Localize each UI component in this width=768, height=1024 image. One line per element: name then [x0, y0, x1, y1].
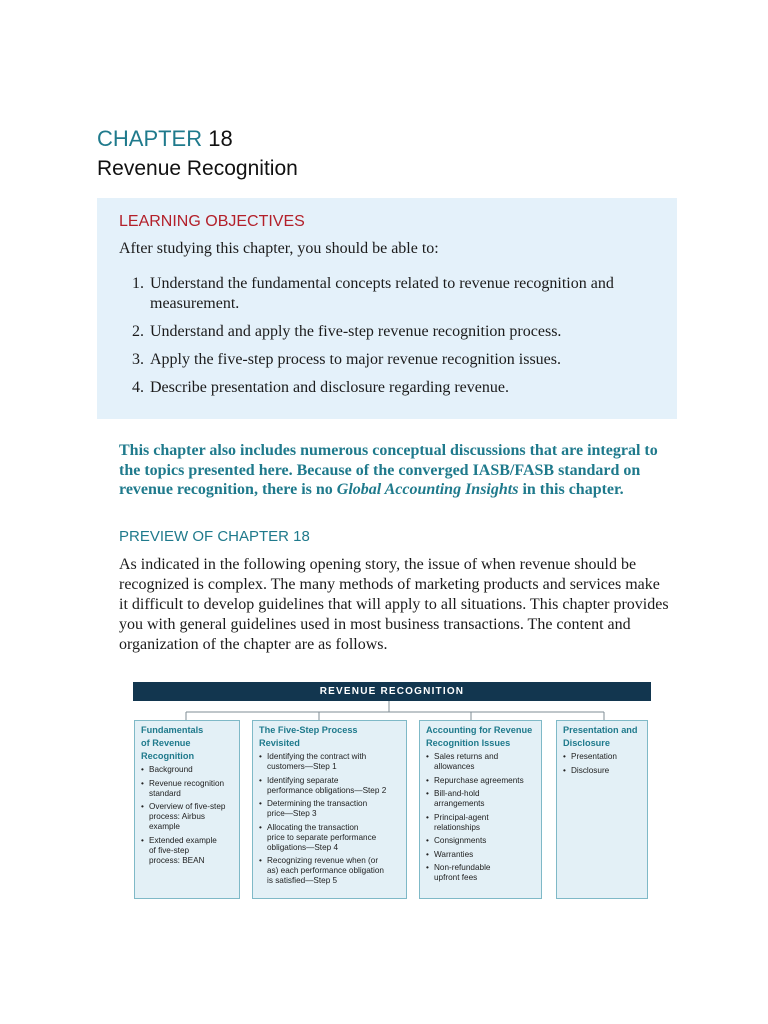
- column-item-list: [426, 752, 537, 883]
- column-title: The Five-Step Process Revisited: [259, 725, 358, 748]
- chapter-label-line: [97, 124, 298, 154]
- column-item: • Consignments: [426, 836, 537, 846]
- chapter-number: 18: [208, 126, 233, 151]
- column-item-list: [141, 765, 235, 866]
- column-item: • Identifying separate performance obligations—Step 2: [259, 776, 402, 796]
- column-item: • Identifying the contract with customers—Step 1: [259, 752, 402, 772]
- diagram-banner: REVENUE RECOGNITION: [133, 682, 651, 701]
- column-item: • Background: [141, 765, 235, 775]
- chapter-organization-diagram: [133, 682, 651, 902]
- column-item: • Overview of five-step process: Airbus example: [141, 802, 235, 832]
- objective-number: 2.: [132, 323, 144, 340]
- learning-objective-item: [119, 350, 655, 370]
- chapter-label: CHAPTER: [97, 126, 203, 151]
- column-item: • Disclosure: [563, 766, 643, 776]
- diagram-connector-lines: [133, 701, 651, 721]
- column-item: • Allocating the transaction price to separate performance obligations—Step 4: [259, 823, 402, 853]
- column-item: • Bill-and-hold arrangements: [426, 789, 537, 809]
- column-item: • Extended example of five-step process: BEAN: [141, 836, 235, 866]
- learning-objective-item: [119, 322, 655, 342]
- column-title: Fundamentals of Revenue Recognition: [141, 725, 204, 761]
- column-item: • Sales returns and allowances: [426, 752, 537, 772]
- learning-objectives-box: [97, 198, 677, 419]
- preview-body: As indicated in the following opening story, the issue of when revenue should be recognized is complex. The many methods of marketing products and services make it difficult to develop guidelines that will apply to all situations. This chapter provides you with general guidelines used in most business transactions. The content and organization of the chapter are as follows.: [119, 556, 669, 653]
- preview-heading: PREVIEW OF CHAPTER 18: [119, 528, 310, 545]
- diagram-column-fundamentals: [134, 720, 240, 899]
- diagram-column-accounting-issues: [419, 720, 542, 899]
- diagram-column-presentation: [556, 720, 648, 899]
- note-italic-title: Global Accounting Insights: [336, 481, 519, 498]
- chapter-title: Revenue Recognition: [97, 157, 298, 180]
- objective-text: Understand and apply the five-step revenue recognition process.: [150, 323, 562, 340]
- objective-number: 1.: [132, 275, 144, 292]
- learning-objectives-heading: LEARNING OBJECTIVES: [119, 213, 305, 230]
- column-title: Accounting for Revenue Recognition Issues: [426, 725, 533, 748]
- learning-objectives-list: [119, 274, 655, 398]
- note-text-before: This chapter also includes numerous conceptual discussions that are integral to the topics presented here. Because of the converged IASB/FASB standard on revenue recognition, there is no: [119, 442, 658, 498]
- objective-text: Understand the fundamental concepts related to revenue recognition and measurement.: [150, 275, 614, 312]
- column-item-list: [563, 752, 643, 776]
- column-item: • Recognizing revenue when (or as) each performance obligation is satisfied—Step 5: [259, 856, 402, 886]
- column-item: • Revenue recognition standard: [141, 779, 235, 799]
- diagram-column-five-step: [252, 720, 407, 899]
- column-title: Presentation and Disclosure: [563, 725, 638, 748]
- column-item: • Principal-agent relationships: [426, 813, 537, 833]
- note-text-after: in this chapter.: [518, 481, 624, 498]
- objective-text: Describe presentation and disclosure regarding revenue.: [150, 379, 509, 396]
- objective-number: 3.: [132, 351, 144, 368]
- column-item: • Warranties: [426, 850, 537, 860]
- learning-objective-item: [119, 274, 655, 314]
- learning-objective-item: [119, 378, 655, 398]
- learning-objectives-intro: After studying this chapter, you should be able to:: [119, 240, 439, 257]
- objective-number: 4.: [132, 379, 144, 396]
- column-item: • Presentation: [563, 752, 643, 762]
- column-item-list: [259, 752, 402, 886]
- objective-text: Apply the five-step process to major revenue recognition issues.: [150, 351, 561, 368]
- column-item: • Repurchase agreements: [426, 776, 537, 786]
- conceptual-note: [119, 441, 667, 500]
- column-item: • Non-refundable upfront fees: [426, 863, 537, 883]
- chapter-header: [97, 124, 298, 184]
- column-item: • Determining the transaction price—Step 3: [259, 799, 402, 819]
